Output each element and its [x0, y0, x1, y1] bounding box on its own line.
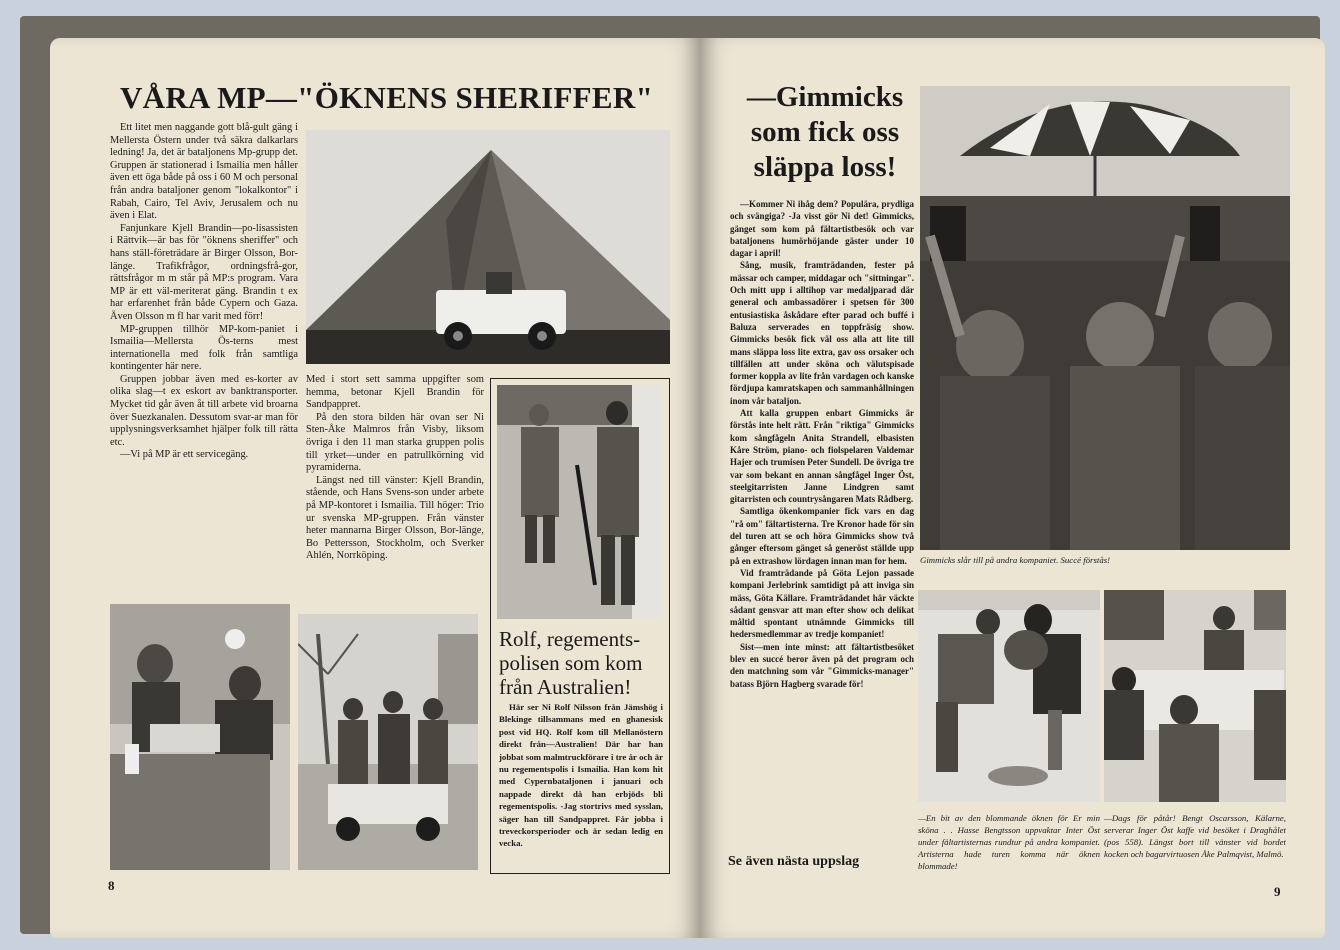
rolf-headline: Rolf, regements-polisen som kom från Australien!: [499, 627, 643, 699]
right-page: [700, 38, 1325, 938]
gimmicks-paragraph: Samtliga ökenkompanier fick vars en dag "rå om" fältartisterna. Tre Kronor hade för sin del turen att se och höra Gimmicks show två gånger eftersom gänget så generöst ställde upp på en extrashow lördagen innan man for hem.: [730, 506, 914, 566]
right-page-number: 9: [1274, 884, 1281, 899]
gimmicks-paragraph: Sist—men inte minst: att fältartistbesöket blev en succé beror även på det program och den matchning som vår "Gimmicks-manager" batass Björn Hagberg svarade för!: [730, 641, 914, 689]
gimmicks-paragraph: Sång, musik, framträdanden, fester på mässar och camper, middagar och "sittningar". Och mitt upp i alltihop var medaljparad där general och ambassadörer i spetsen för 300 entusiastiska åskådare efter parad och buffé i Baluza serverades en toppfräsig show. Gimmicks besök fick väl oss alla att lite till mans släppa loss lite extra, gav oss orsaker och tillfällen att under sköna och välutspisade former koppla av lite från vardagen och kanske fördjupa kamratskapen och sammanhållningen inom vår bataljon.: [730, 260, 914, 406]
page-headline: VÅRA MP—"ÖKNENS SHERIFFER": [120, 80, 654, 115]
gimmicks-concert-photo: [920, 86, 1290, 550]
magazine-spread: [20, 16, 1320, 934]
see-also-note: Se även nästa uppslag: [728, 854, 860, 869]
middle-column: [306, 374, 484, 563]
intro-paragraph: Fanjunkare Kjell Brandin—po-lisassisten i Rättvik—är bas för "öknens sheriffer" och hans ställ-företrädare är Birger Olsson, Bor-länge. Trafikfrågor, ordningsfrå-gor, rättsfrågor m m står på MP:s program. Vara MP är ett väl-meriterat gäng. Brandin t ex har erfarenhet från både Cypern och Gaza. Även Olsson m fl har varit med förr!: [110, 222, 298, 322]
concert-caption: Gimmicks slår till på andra kompaniet. Succé förstås!: [920, 555, 1111, 565]
gimmicks-paragraph: Att kalla gruppen enbart Gimmicks är förstås inte helt rätt. Från "riktiga" Gimmicks kom sångfågeln Anita Strandell, elbasisten Kåre Ström, piano- och fiolspelaren Valdemar Hajer och trumisen Peter Sundell. De övriga tre var som bekant en annan sångfågel Inger Öst, steelgitarristen Janne Lindgren samt gitarristen och countrysångaren Mats Rådberg.: [730, 408, 914, 505]
intro-column: [110, 122, 298, 462]
rolf-body-text: Här ser Ni Rolf Nilsson från Jämshög i Blekinge tillsammans med en ghanesisk post vid HQ. Rolf kom till Mellanöstern direkt från—Australien! Där har han jobbat som malmtruckförare i tre år och är nu regementspolis i Ismailia. Han kom hit med Cypernbataljonen i januari och nappade direkt då han erbjöds bli regementspolis. -Jag stortrivs med sysslan, säger han till Sandpappret. Får jobba i treveckorsperioder och är sedan ledig en vecka.: [499, 702, 663, 849]
left-page-number: 8: [108, 878, 115, 893]
desert-flower-photo: [918, 590, 1100, 802]
coffee-caption: —Dags för påtår! Bengt Oscarsson, Kälarne, serverar Inger Öst kaffe vid besöket i Draghålet (pos 558). Längst bort till vänster vid bordet kocken och bagarvirtuosen Åke Palmqvist, Malmö.: [1104, 813, 1286, 859]
rolf-article-box: [490, 378, 670, 874]
intro-paragraph: MP-gruppen tillhör MP-kom-paniet i Ismailia—Mellersta Ös-terns mest internationella med folk från samtliga kontingenter här nere.: [110, 323, 298, 373]
mp-trio-photo: [298, 614, 478, 870]
intro-paragraph: Ett litet men naggande gott blå-gult gäng i Mellersta Östern under två säkra dalkarlars ledning! Ja, det är bataljonens Mp-grupp det. Gruppen är stationerad i Ismailia men håller även ett öga både på oss i 60 M och personal från andra bataljoner genom "lokalkontor" i Rabah, Cairo, Tel Aviv, Jerusalem och nu även i Elat.: [110, 122, 298, 222]
gimmicks-column: [730, 198, 914, 690]
gimmicks-paragraph: Vid framträdande på Göta Lejon passade kompani Jerlebrink samtidigt på att inviga sin mäss, Göta Källare. Framträdandet här väckte sådant gensvar att man efter show och delikat måltid spontant utnämnde Gimmicks till hedersmedlemmar av tredje kompaniet!: [730, 567, 914, 640]
left-page: [50, 38, 700, 938]
coffee-table-photo: [1104, 590, 1286, 802]
rolf-ghana-guard-photo: [497, 385, 661, 619]
flower-caption: —En bit av den blommande öknen för Er min sköna . . Hasse Bengtsson uppvaktar Inter Öst under fältartisternas rundtur på andra kompaniet. Artisterna hade turen komma när öknen blommade!: [918, 813, 1100, 871]
gimmicks-headline: —Gimmicks som fick oss släppa loss!: [746, 81, 904, 183]
mp-office-photo: [110, 604, 290, 870]
gimmicks-paragraph: —Kommer Ni ihåg dem? Populära, prydliga och svängiga? -Ja visst gör Ni det! Gimmicks, gänget som kom på fältartistbesök och var bataljonens humörhöjande gäster under 10 dagar i april!: [730, 199, 914, 259]
intro-paragraph: Gruppen jobbar även med es-korter av olika slag—t ex eskort av banktransporter. Mycket tid går även åt till arbete vid broarna över Suezkanalen. Dessutom svar-ar man för upplysningsverksamhet hjälper folk till rätta etc.: [110, 373, 298, 448]
pyramid-jeep-photo: [306, 130, 670, 364]
intro-paragraph: —Vi på MP är ett servicegäng.: [120, 449, 249, 461]
middle-paragraph: Med i stort sett samma uppgifter som hemma, betonar Kjell Brandin för Sandpappret.: [306, 374, 484, 411]
middle-paragraph: Längst ned till vänster: Kjell Brandin, stående, och Hans Svens-son under arbete på MP-kontoret i Ismailia. Till höger: Trio ur svenska MP-gruppen. Från vänster heter mannarna Birger Olsson, Bor-länge, Bo Pettersson, Stockholm, och Sverker Ahlén, Norrköping.: [306, 474, 484, 562]
middle-paragraph: På den stora bilden här ovan ser Ni Sten-Åke Malmros från Visby, liksom övriga i den 11 man starka gruppen polis till yrket—under en patrullkörning vid pyramiderna.: [306, 411, 484, 474]
